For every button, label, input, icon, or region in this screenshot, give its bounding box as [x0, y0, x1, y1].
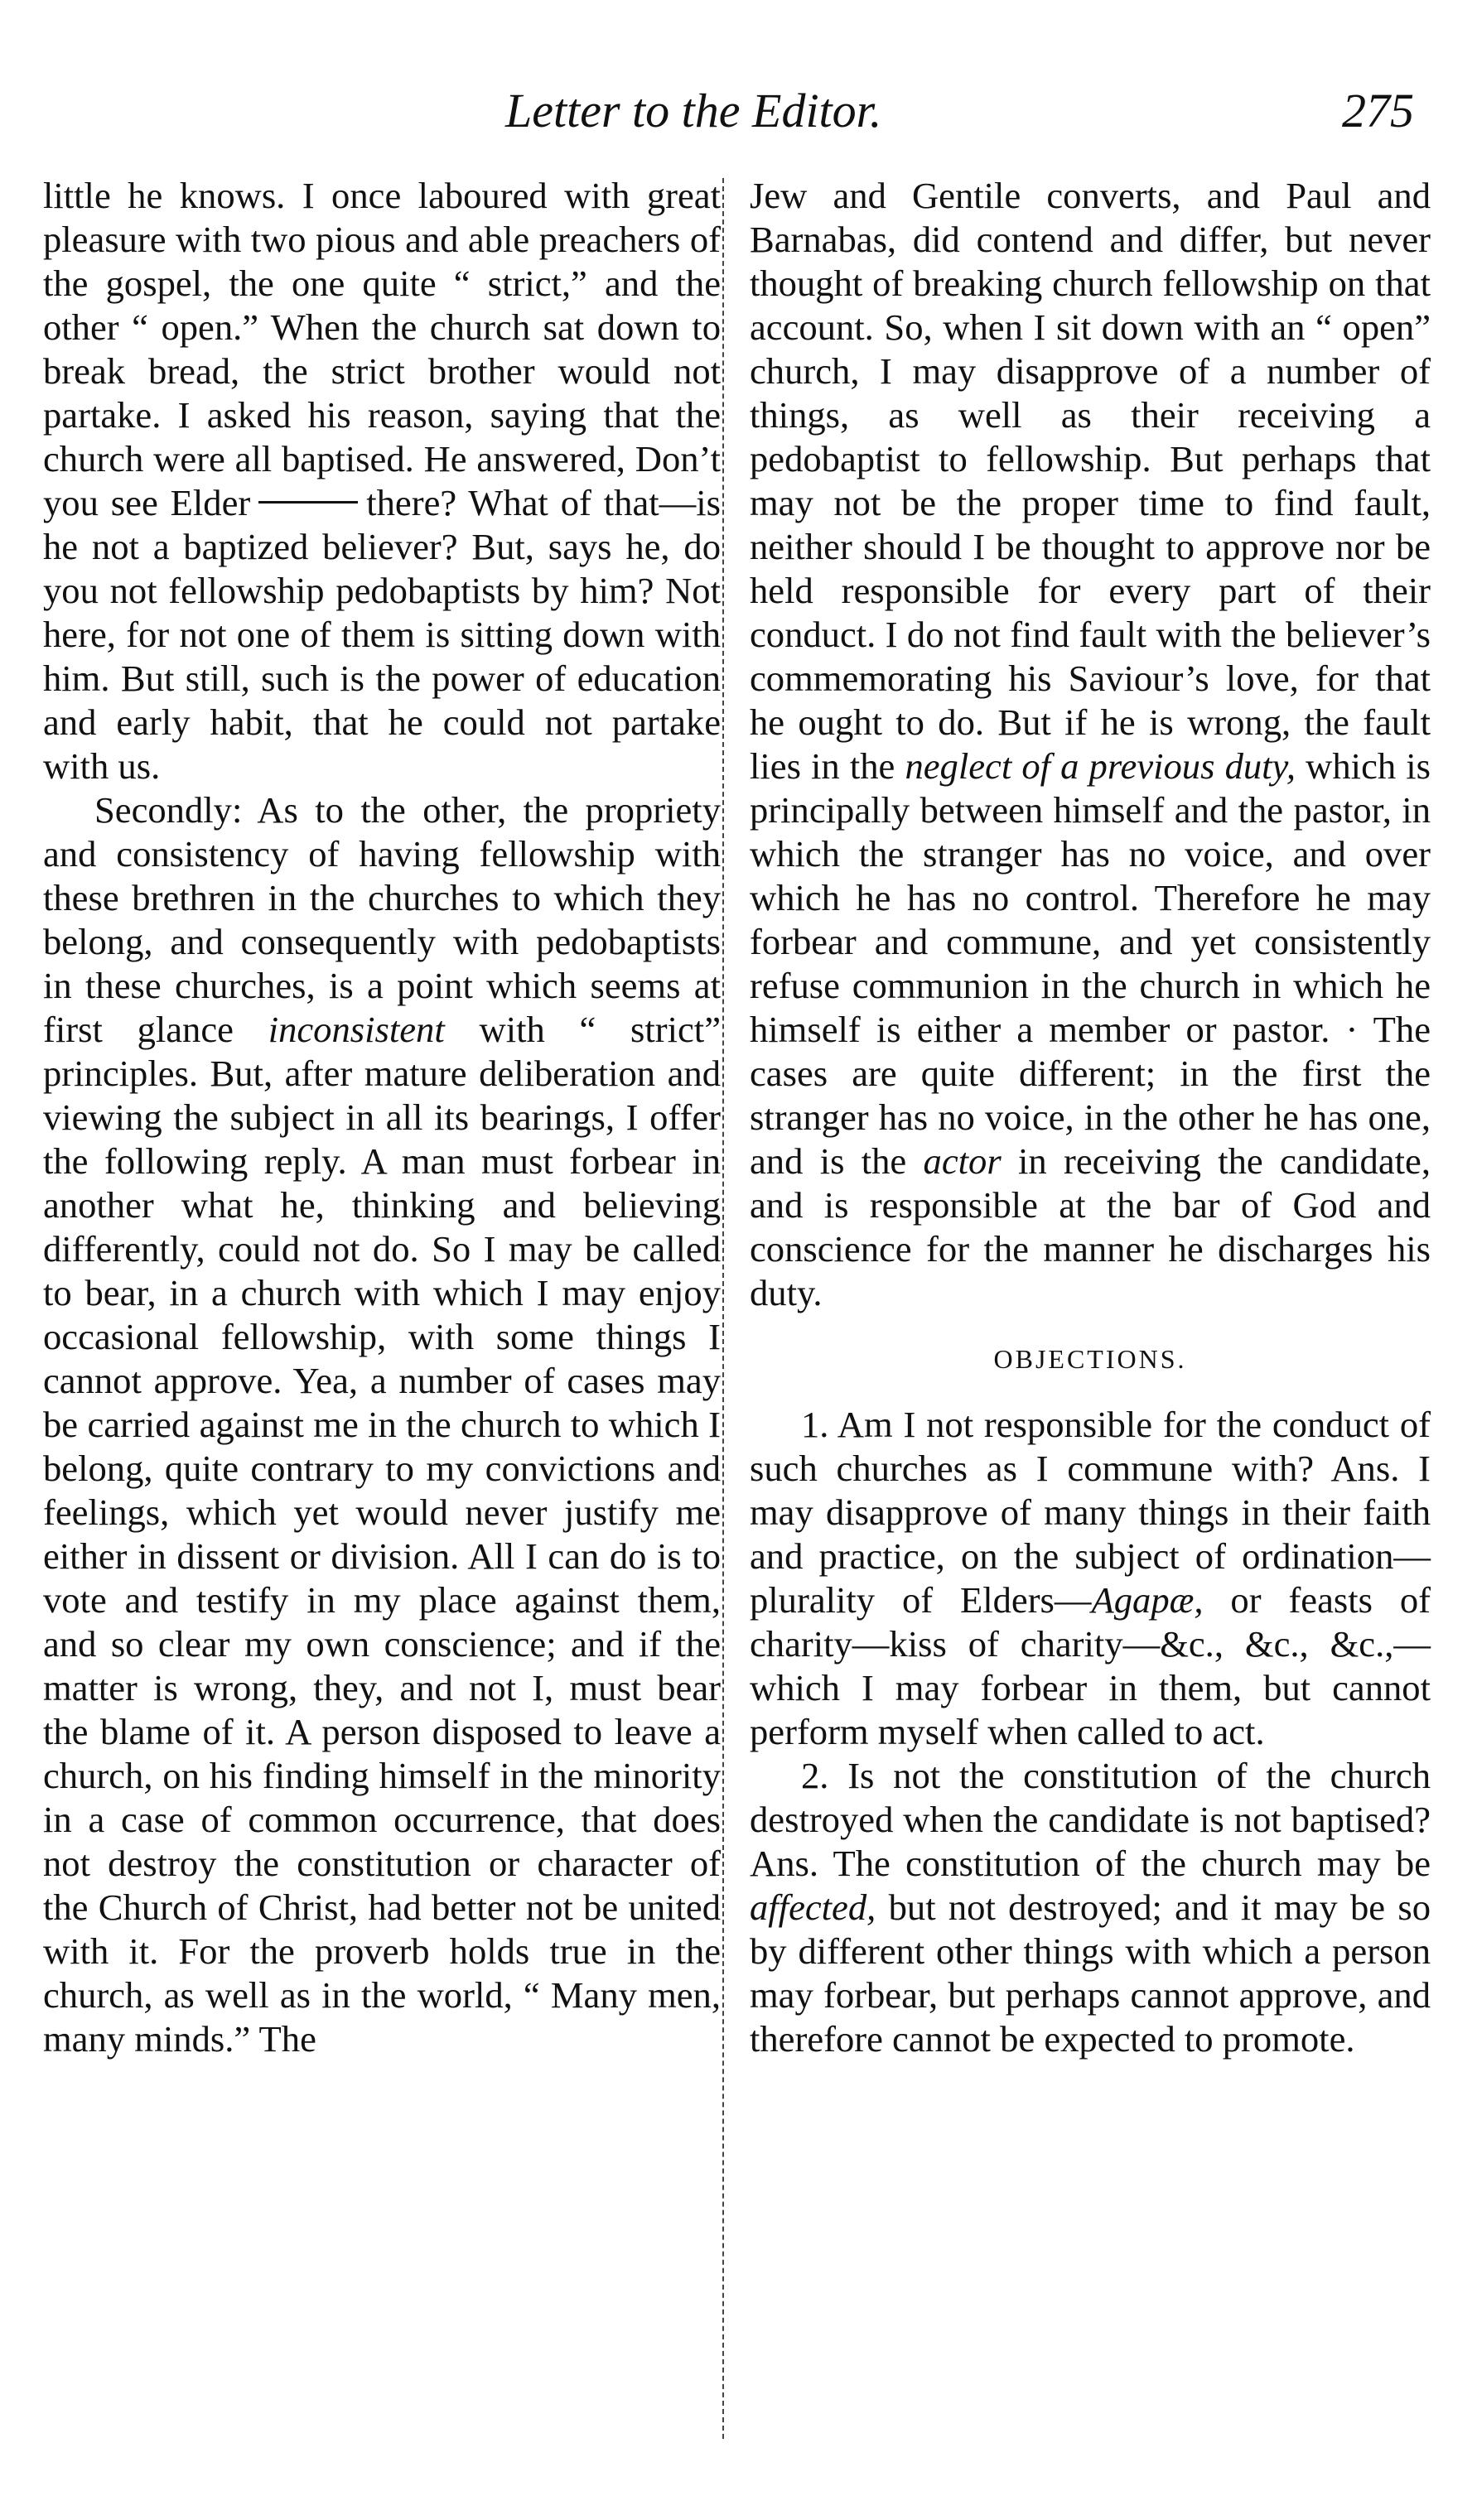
objection-2-text-a: 2. Is not the constitution of the church destroyed when the candidate is not baptised? Ans. The constitution of the church may be: [750, 1755, 1431, 1884]
elder-name-blank: [258, 501, 358, 504]
right-paragraph-1-emphasis: neglect of a previous duty,: [905, 745, 1296, 787]
left-paragraph-2-text-b: with “ strict” principles. But, after mature deliberation and viewing the subject in all its bearings, I offer the following reply. A man must forbear in another what he, thinking and believing differently, could not do. So I may be called to bear, in a church with which I may enjoy occasional fellowship, with some things I cannot approve. Yea, a number of cases may be carried against me in the church to which I belong, quite contrary to my convictions and feelings, which yet would never justify me either in dissent or division. All I can do is to vote and testify in my place against them, and so clear my own conscience; and if the matter is wrong, they, and not I, must bear the blame of it. A person disposed to leave a church, on his finding himself in the minority in a case of common occurrence, that does not destroy the constitution or character of the Church of Christ, had better not be united with it. For the proverb holds true in the church, as well as in the world, “ Many men, many minds.” The: [43, 1009, 721, 2060]
left-paragraph-2-text-a: Secondly: As to the other, the propriety and consistency of having fellowship with these brethren in the churches to which they belong, and consequently with pedobaptists in these churches, is a point which seems at first glance: [43, 789, 721, 1050]
left-paragraph-1: [43, 174, 721, 788]
page-header: [0, 83, 1477, 149]
objection-2-text-b: but not destroyed; and it may be so by different other things with which a person may forbear, but perhaps cannot approve, and therefore cannot be expected to promote.: [750, 1886, 1431, 2060]
right-column: [750, 174, 1431, 2061]
objections-heading: OBJECTIONS.: [993, 1344, 1187, 1374]
right-paragraph-1-text-c: in receiving the candidate, and is responsible at the bar of God and conscience for the manner he discharges his duty.: [750, 1140, 1431, 1313]
objection-1-text-b: or feasts of charity—kiss of charity—&c., &c., &c.,—which I may forbear in them, but cannot perform myself when called to act.: [750, 1579, 1431, 1752]
page-number: 275: [1342, 84, 1414, 137]
left-paragraph-2-emphasis: inconsistent: [268, 1009, 445, 1050]
objection-2: [750, 1754, 1431, 2061]
column-divider: [722, 178, 724, 2439]
objection-1-emphasis: Agapæ,: [1091, 1579, 1204, 1621]
right-paragraph-1-text-b: which is principally between himself and the pastor, in which the stranger has no voice, and over which he has no control. Therefore he may forbear and commune, and yet consistently refuse communion in the church in which he himself is either a member or pastor. · The cases are quite different; in the first the stranger has no voice, in the other he has one, and is the: [750, 745, 1431, 1182]
left-paragraph-1-text-b: there? What of that—is he not a baptized believer? But, says he, do you not fellowship pedobaptists by him? Not here, for not one of them is sitting down with him. But still, such is the power of education and early habit, that he could not partake with us.: [43, 482, 721, 787]
left-column: [43, 174, 721, 2061]
left-paragraph-1-text-a: little he knows. I once laboured with great pleasure with two pious and able preachers of the gospel, the one quite “ strict,” and the other “ open.” When the church sat down to break bread, the strict brother would not partake. I asked his reason, saying that the church were all baptised. He answered, Don’t you see Elder: [43, 175, 721, 523]
objection-1-text-a: 1. Am I not responsible for the conduct of such churches as I commune with? Ans. I may disapprove of many things in their faith and practice, on the subject of ordination—plurality of Elders—: [750, 1404, 1431, 1621]
objection-2-emphasis: affected,: [750, 1886, 876, 1928]
running-title: Letter to the Editor.: [505, 84, 882, 137]
objection-1: [750, 1403, 1431, 1754]
left-paragraph-2: [43, 788, 721, 2061]
right-paragraph-1-emphasis-actor: actor: [923, 1140, 1002, 1182]
right-paragraph-1: [750, 174, 1431, 1315]
right-paragraph-1-text-a: Jew and Gentile converts, and Paul and Barnabas, did contend and differ, but never thought of breaking church fellowship on that account. So, when I sit down with an “ open” church, I may disapprove of a number of things, as well as their receiving a pedobaptist to fellowship. But perhaps that may not be the proper time to find fault, neither should I be thought to approve nor be held responsible for every part of their conduct. I do not find fault with the believer’s commemorating his Saviour’s love, for that he ought to do. But if he is wrong, the fault lies in the: [750, 175, 1431, 787]
